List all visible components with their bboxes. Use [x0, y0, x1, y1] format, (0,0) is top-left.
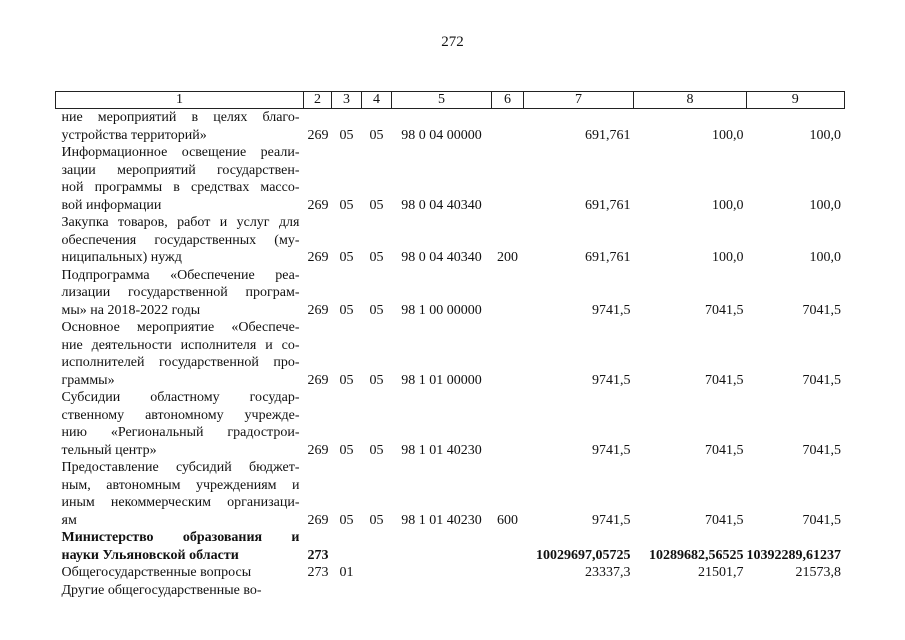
cell-c3: 01 [339, 565, 354, 580]
cell-c2: 273 [307, 565, 329, 580]
cell-c6 [492, 564, 524, 582]
cell-c4: 05 [369, 442, 384, 458]
table-row [56, 389, 845, 459]
cell-c7: 9741,5 [592, 442, 631, 458]
cell-c2: 269 [307, 197, 329, 213]
cell-c2: 269 [307, 127, 329, 143]
row-name [56, 144, 304, 214]
cell-c7 [524, 582, 634, 600]
cell-c2: 269 [307, 250, 329, 265]
row-name [56, 109, 304, 145]
cell-c3: 05 [339, 302, 354, 318]
column-header: 4 [362, 92, 392, 109]
row-name-line: ние мероприятий в целях благо- [61, 110, 300, 125]
cell-c4 [362, 564, 392, 582]
cell-c6 [492, 267, 524, 320]
row-name-line: Предоставление субсидий бюджет- [61, 460, 300, 475]
cell-c9: 7041,5 [802, 512, 841, 528]
row-name-line: науки Ульяновской области [61, 547, 239, 563]
cell-c9: 21573,8 [795, 565, 841, 580]
row-name-line: Общегосударственные вопросы [61, 565, 252, 580]
header-row [56, 92, 845, 109]
table-row [56, 529, 845, 564]
cell-c9: 7041,5 [802, 372, 841, 388]
row-name-line: вой информации [61, 197, 162, 213]
table-row [56, 144, 845, 214]
cell-c5: 98 1 00 00000 [401, 302, 482, 318]
cell-c4: 05 [369, 512, 384, 528]
cell-c7: 23337,3 [585, 565, 631, 580]
cell-c5 [392, 529, 492, 564]
row-name-line: граммы» [61, 372, 115, 388]
row-name-line: иным некоммерческим организаци- [61, 495, 300, 510]
cell-c5: 98 0 04 40340 [401, 197, 482, 213]
cell-c4 [362, 582, 392, 600]
cell-c5: 98 0 04 40340 [401, 250, 482, 265]
cell-c4: 05 [369, 302, 384, 318]
cell-c9: 7041,5 [802, 442, 841, 458]
cell-c6 [492, 389, 524, 459]
table-row [56, 564, 845, 582]
row-name [56, 564, 304, 582]
cell-c2: 273 [307, 547, 329, 563]
row-name-line: Основное мероприятие «Обеспече- [61, 320, 300, 335]
row-name-line: Подпрограмма «Обеспечение реа- [61, 267, 300, 283]
row-name-line: ям [61, 512, 77, 528]
cell-c2: 269 [307, 512, 329, 528]
row-name-line: ной программы в средствах массо- [61, 180, 300, 195]
column-header: 2 [304, 92, 332, 109]
cell-c4: 05 [369, 127, 384, 143]
cell-c9: 7041,5 [802, 302, 841, 318]
cell-c8: 100,0 [712, 127, 744, 143]
cell-c8: 21501,7 [698, 565, 744, 580]
cell-c8: 7041,5 [705, 302, 744, 318]
row-name [56, 389, 304, 459]
cell-c3: 05 [339, 197, 354, 213]
cell-c3: 05 [339, 127, 354, 143]
row-name [56, 582, 304, 600]
cell-c4: 05 [369, 250, 384, 265]
cell-c7: 9741,5 [592, 372, 631, 388]
cell-c8 [634, 582, 747, 600]
cell-c2: 269 [307, 372, 329, 388]
cell-c7: 691,761 [585, 250, 631, 265]
row-name-line: ние деятельности исполнителя и со- [61, 337, 300, 353]
column-header: 1 [56, 92, 304, 109]
row-name-line: ственному автономному учрежде- [61, 407, 300, 423]
cell-c2 [304, 582, 332, 600]
column-header: 7 [524, 92, 634, 109]
row-name-line: Информационное освещение реали- [61, 145, 300, 160]
table-row [56, 582, 845, 600]
row-name-line: нию «Региональный градострои- [61, 425, 300, 440]
cell-c6 [492, 529, 524, 564]
cell-c9 [747, 582, 845, 600]
cell-c7: 691,761 [585, 127, 631, 143]
cell-c9: 10392289,61237 [746, 547, 841, 563]
row-name-line: тельный центр» [61, 442, 157, 458]
row-name-line: лизации государственной програм- [61, 285, 300, 300]
row-name-line: устройства территорий» [61, 127, 207, 143]
cell-c9: 100,0 [809, 250, 841, 265]
cell-c6: 600 [497, 512, 518, 528]
column-header: 5 [392, 92, 492, 109]
row-name [56, 529, 304, 564]
cell-c7: 691,761 [585, 197, 631, 213]
row-name [56, 267, 304, 320]
row-name-line: Закупка товаров, работ и услуг для [61, 215, 300, 230]
row-name-line: зации мероприятий государствен- [61, 162, 300, 178]
cell-c5 [392, 582, 492, 600]
cell-c9: 100,0 [809, 197, 841, 213]
cell-c3 [332, 529, 362, 564]
cell-c7: 9741,5 [592, 512, 631, 528]
column-header: 9 [747, 92, 845, 109]
cell-c5: 98 1 01 00000 [401, 372, 482, 388]
row-name [56, 214, 304, 267]
column-header: 8 [634, 92, 747, 109]
cell-c6 [492, 109, 524, 145]
cell-c8: 7041,5 [705, 442, 744, 458]
cell-c3: 05 [339, 512, 354, 528]
cell-c8: 100,0 [712, 250, 744, 265]
row-name-line: обеспечения государственных (му- [61, 232, 300, 248]
table-row [56, 109, 845, 145]
cell-c8: 10289682,56525 [649, 547, 744, 563]
column-header: 6 [492, 92, 524, 109]
page-number: 272 [441, 34, 464, 50]
table-row [56, 459, 845, 529]
cell-c5: 98 1 01 40230 [401, 512, 482, 528]
budget-table [55, 91, 845, 599]
table-body [56, 109, 845, 600]
cell-c7: 9741,5 [592, 302, 631, 318]
row-name-line: Другие общегосударственные во- [61, 582, 262, 598]
table-row [56, 319, 845, 389]
cell-c2: 269 [307, 302, 329, 318]
cell-c6 [492, 319, 524, 389]
table-row [56, 214, 845, 267]
row-name-line: Министерство образования и [61, 530, 300, 545]
cell-c6 [492, 582, 524, 600]
cell-c8: 7041,5 [705, 372, 744, 388]
cell-c8: 7041,5 [705, 512, 744, 528]
cell-c6: 200 [497, 250, 518, 265]
cell-c4 [362, 529, 392, 564]
column-header: 3 [332, 92, 362, 109]
cell-c2: 269 [307, 442, 329, 458]
cell-c8: 100,0 [712, 197, 744, 213]
cell-c3 [332, 582, 362, 600]
cell-c4: 05 [369, 372, 384, 388]
cell-c5 [392, 564, 492, 582]
row-name-line: Субсидии областному государ- [61, 390, 300, 405]
row-name [56, 459, 304, 529]
row-name-line: ным, автономным учреждениям и [61, 477, 300, 493]
cell-c4: 05 [369, 197, 384, 213]
cell-c3: 05 [339, 442, 354, 458]
row-name [56, 319, 304, 389]
cell-c3: 05 [339, 250, 354, 265]
cell-c6 [492, 144, 524, 214]
cell-c3: 05 [339, 372, 354, 388]
cell-c7: 10029697,05725 [536, 547, 631, 563]
cell-c5: 98 1 01 40230 [401, 442, 482, 458]
row-name-line: ниципальных) нужд [61, 250, 182, 265]
table-row [56, 267, 845, 320]
cell-c9: 100,0 [809, 127, 841, 143]
row-name-line: исполнителей государственной про- [61, 355, 300, 370]
row-name-line: мы» на 2018-2022 годы [61, 302, 201, 318]
cell-c5: 98 0 04 00000 [401, 127, 482, 143]
